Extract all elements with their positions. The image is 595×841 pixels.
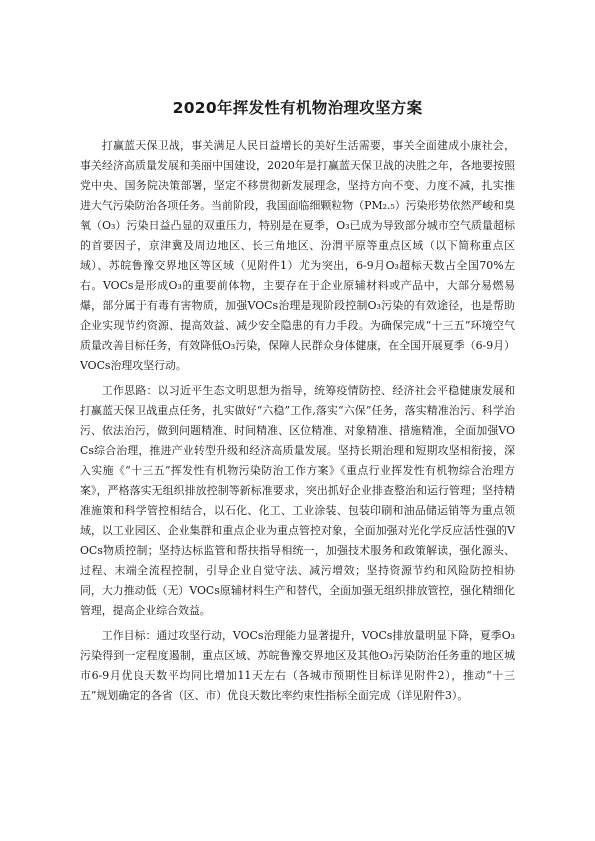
paragraph-intro: 打赢蓝天保卫战，事关满足人民日益增长的美好生活需要，事关全面建成小康社会，事关经济高质量发展和美丽中国建设，2020年是打赢蓝天保卫战的决胜之年，各地要按照党中央、国务院决策部署，坚定不移贯彻新发展理念，坚持方向不变、力度不减，扎实推进大气污染防治各项任务。当前阶段，我国面临细颗粒物（PM₂.₅）污染形势依然严峻和臭氧（O₃）污染日益凸显的双重压力，特别是在夏季，O₃已成为导致部分城市空气质量超标的首要因子，京津冀及周边地区、长三角地区、汾渭平原等重点区域（以下简称重点区域）、苏皖鲁豫交界地区等区域（见附件1）尤为突出，6-9月O₃超标天数占全国70%左右。VOCs是形成O₃的重要前体物，主要存在于企业原辅材料或产品中，大部分易燃易爆，部分属于有毒有害物质，加强VOCs治理是现阶段控制O₃污染的有效途径，也是帮助企业实现节约资源、提高效益、减少安全隐患的有力手段。为确保完成“十三五”环境空气质量改善目标任务，有效降低O₃污染，保障人民群众身体健康，在全国开展夏季（6-9月）VOCs治理攻坚行动。 xyxy=(80,139,515,372)
document-title: 2020年挥发性有机物治理攻坚方案 xyxy=(172,99,423,117)
paragraph-work-goals: 工作目标：通过攻坚行动，VOCs治理能力显著提升，VOCs排放量明显下降，夏季O₃污染得到一定程度遏制，重点区域、苏皖鲁豫交界地区及其他O₃污染防治任务重的地区城市6-9月优良天数平均同比增加11天左右（各城市预期性目标详见附件2），推动“十三五”规划确定的各省（区、市）优良天数比率约束性指标全面完成（详见附件3）。 xyxy=(80,629,515,702)
paragraph-work-approach: 工作思路：以习近平生态文明思想为指导，统筹疫情防控、经济社会平稳健康发展和打赢蓝天保卫战重点任务，扎实做好“六稳”工作,落实“六保”任务，落实精准治污、科学治污、依法治污，做到问题精准、时间精准、区位精准、对象精准、措施精准，全面加强VOCs综合治理，推进产业转型升级和经济高质量发展。坚持长期治理和短期攻坚相衔接，深入实施《“十三五”挥发性有机物污染防治工作方案》《重点行业挥发性有机物综合治理方案》，严格落实无组织排放控制等新标准要求，突出抓好企业排查整治和运行管理；坚持精准施策和科学管控相结合，以石化、化工、工业涂装、包装印刷和油品储运销等为重点领域，以工业园区、企业集群和重点企业为重点管控对象，全面加强对光化学反应活性强的VOCs物质控制；坚持达标监管和帮扶指导相统一，加强技术服务和政策解读，强化源头、过程、末端全流程控制，引导企业自觉守法、减污增效；坚持资源节约和风险防控相协同，大力推动低（无）VOCs原辅材料生产和替代，全面加强无组织排放管控，强化精细化管理，提高企业综合效益。 xyxy=(80,384,515,617)
